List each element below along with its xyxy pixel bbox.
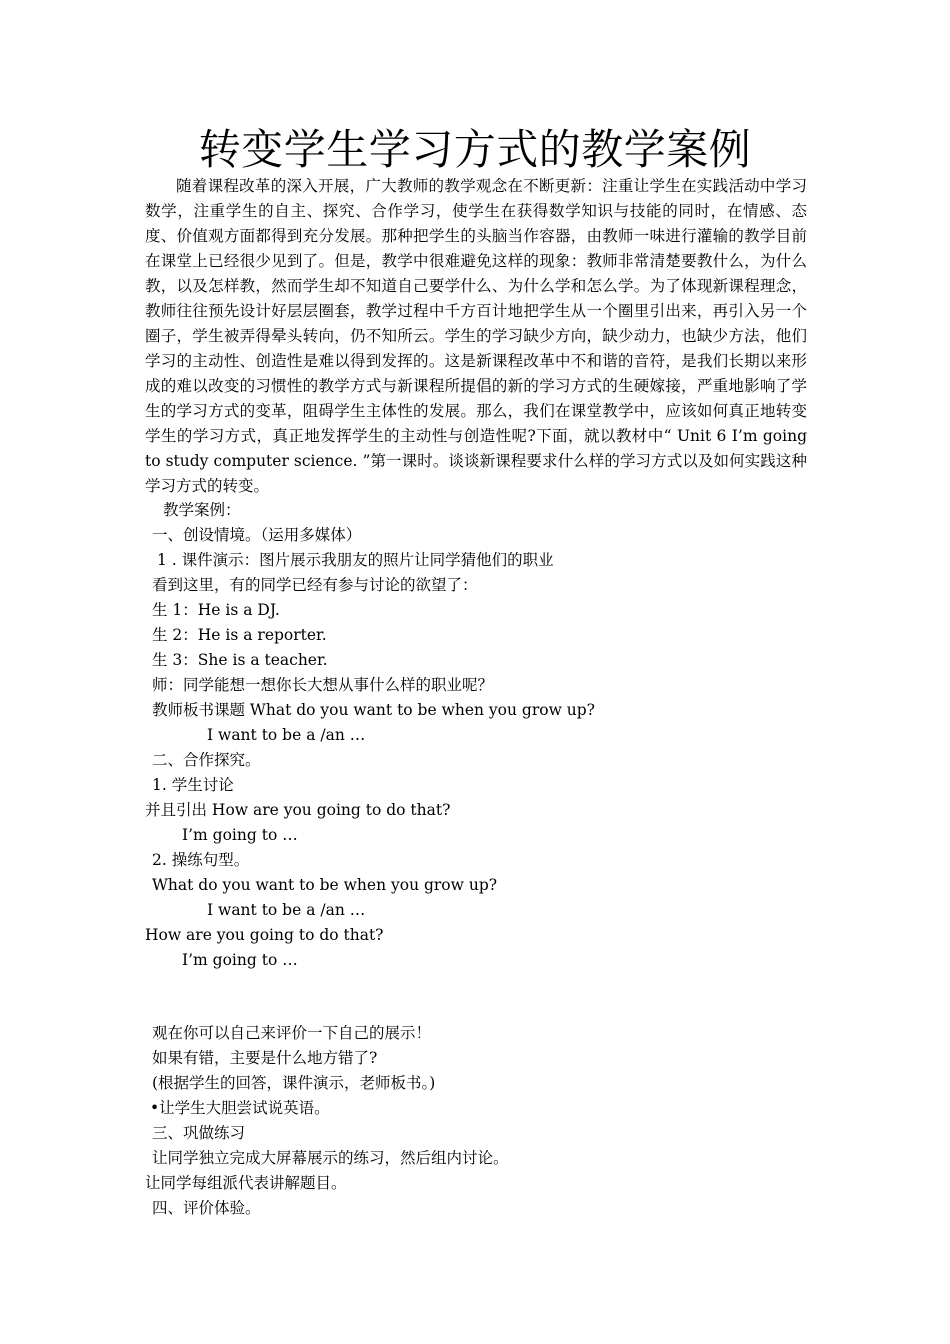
text-line: •让学生大胆尝试说英语。 [150, 1099, 330, 1117]
text-line: I want to be a /an … [207, 726, 366, 744]
text-line: 观在你可以自己来评价一下自己的展示！ [152, 1024, 432, 1042]
text-line: I want to be a /an … [207, 901, 366, 919]
text-line: 让同学每组派代表讲解题目。 [145, 1174, 347, 1192]
text-line: 教学案例： [163, 501, 241, 519]
text-line: How are you going to do that? [145, 926, 384, 944]
text-line: 一、创设情境。（运用多媒体） [152, 526, 362, 544]
text-line: I’m going to … [182, 951, 298, 969]
text-line: 1. 学生讨论 [152, 776, 234, 794]
text-line: 如果有错，主要是什么地方错了? [152, 1049, 378, 1067]
text-line: (根据学生的回答，课件演示，老师板书。) [152, 1074, 436, 1092]
text-line: 师：同学能想一想你长大想从事什么样的职业呢？ [152, 676, 494, 694]
intro-paragraph: 随着课程改革的深入开展，广大教师的教学观念在不断更新：注重让学生在实践活动中学习数学，注重学生的自主、探究、合作学习，使学生在获得数学知识与技能的同时，在情感、态度、价值观方面都得到充分发展。那种把学生的头脑当作容器，由教师一味进行灌输的教学目前在课堂上已经很少见到了。但是，教学中很难避免这样的现象：教师非常清楚要教什么，为什么教，以及怎样教，然而学生却不知道自己要学什么、为什么学和怎么学。为了体现新课程理念，教师往往预先设计好层层圈套，教学过程中千方百计地把学生从一个圈里引出来，再引入另一个圈子，学生被弄得晕头转向，仍不知所云。学生的学习缺少方向，缺少动力，也缺少方法，他们学习的主动性、创造性是难以得到发挥的。这是新课程改革中不和谐的音符，是我们长期以来形成的难以改变的习惯性的教学方式与新课程所提倡的新的学习方式的生硬嫁接，严重地影响了学生的学习方式的变革，阻碍学生主体性的发展。那么，我们在课堂教学中，应该如何真正地转变学生的学习方式，真正地发挥学生的主动性与创造性呢?下面，就以教材中“ Unit 6 I’m going to study computer science. ”第一课时。谈谈新课程要求什么样的学习方式以及如何实践这种学习方式的转变。 [145, 177, 807, 495]
text-line: 1 . 课件演示：图片展示我朋友的照片让同学猜他们的职业 [157, 551, 554, 569]
document-title: 转变学生学习方式的教学案例 [198, 125, 752, 174]
text-line: 生 1：He is a DJ. [152, 601, 280, 619]
text-line: What do you want to be when you grow up? [152, 876, 498, 894]
text-line: 三、巩做练习 [152, 1124, 246, 1142]
text-line: 教师板书课题 What do you want to be when you grow up? [152, 701, 595, 719]
text-line: 看到这里，有的同学已经有参与讨论的欲望了： [152, 576, 478, 594]
text-line: 四、评价体验。 [152, 1199, 261, 1217]
text-line: 二、合作探究。 [152, 751, 261, 769]
text-line: I’m going to … [182, 826, 298, 844]
text-line: 2. 操练句型。 [152, 851, 250, 869]
text-line: 生 2：He is a reporter. [152, 626, 327, 644]
text-line: 并且引出 How are you going to do that? [145, 801, 451, 819]
text-line: 生 3：She is a teacher. [152, 651, 328, 669]
text-line: 让同学独立完成大屏幕展示的练习，然后组内讨论。 [152, 1149, 509, 1167]
